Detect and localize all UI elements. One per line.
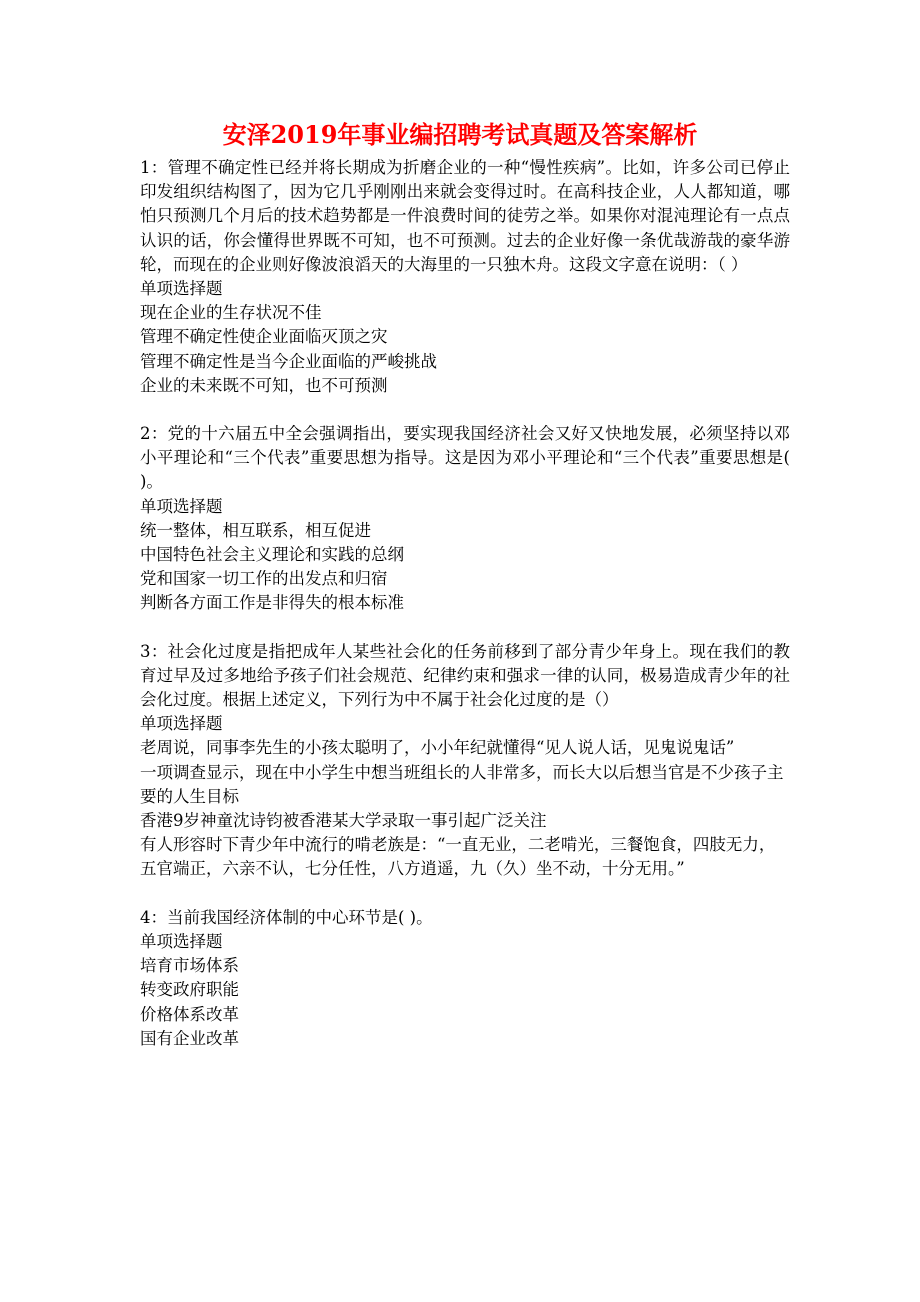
question-3: [140, 640, 790, 882]
question-stem: 1：管理不确定性已经并将长期成为折磨企业的一种“慢性疾病”。比如，许多公司已停止印发组织结构图了，因为它几乎刚刚出来就会变得过时。在高科技企业，人人都知道，哪怕只预测几个月后的技术趋势都是一件浪费时间的徒劳之举。如果你对混沌理论有一点点认识的话，你会懂得世界既不可知，也不可预测。过去的企业好像一条优哉游哉的豪华游轮，而现在的企业则好像波浪滔天的大海里的一只独木舟。这段文字意在说明：（ ）: [140, 158, 790, 274]
question-list: [140, 156, 790, 1075]
question-stem: 3：社会化过度是指把成年人某些社会化的任务前移到了部分青少年身上。现在我们的教育过早及过多地给予孩子们社会规范、纪律约束和强求一律的认同，极易造成青少年的社会化过度。根据上述定义，下列行为中不属于社会化过度的是（）: [140, 641, 790, 710]
answer-option: 企业的未来既不可知，也不可预测: [140, 375, 388, 395]
answer-option: 培育市场体系: [140, 956, 239, 976]
answer-option: 统一整体，相互联系，相互促进: [140, 520, 371, 540]
question-stem: 2：党的十六届五中全会强调指出，要实现我国经济社会又好又快地发展，必须坚持以邓小平理论和“三个代表”重要思想为指导。这是因为邓小平理论和“三个代表”重要思想是( )。: [140, 424, 790, 492]
answer-option: 国有企业改革: [140, 1028, 239, 1048]
answer-option: 管理不确定性是当今企业面临的严峻挑战: [140, 351, 437, 371]
question-type: 单项选择题: [140, 931, 223, 951]
answer-option: 老周说，同事李先生的小孩太聪明了，小小年纪就懂得“见人说人话，见鬼说鬼话”: [140, 738, 735, 758]
answer-option: 中国特色社会主义理论和实践的总纲: [140, 545, 404, 565]
answer-option: 一项调查显示，现在中小学生中想当班组长的人非常多，而长大以后想当官是不少孩子主要的人生目标: [140, 762, 784, 806]
answer-option: 党和国家一切工作的出发点和归宿: [140, 569, 388, 589]
answer-option: 有人形容时下青少年中流行的啃老族是：“一直无业，二老啃光，三餐饱食，四肢无力，五官端正，六亲不认，七分任性，八方逍遥，九（久）坐不动，十分无用。”: [140, 835, 776, 879]
answer-option: 判断各方面工作是非得失的根本标准: [140, 593, 404, 613]
question-stem: 4：当前我国经济体制的中心环节是( )。: [140, 907, 433, 927]
question-type: 单项选择题: [140, 279, 223, 299]
answer-option: 香港9岁神童沈诗钧被香港某大学录取一事引起广泛关注: [140, 811, 547, 831]
question-type: 单项选择题: [140, 714, 223, 734]
answer-option: 价格体系改革: [140, 1004, 239, 1024]
question-4: [140, 906, 790, 1051]
answer-option: 现在企业的生存状况不佳: [140, 303, 322, 323]
answer-option: 转变政府职能: [140, 980, 239, 1000]
document-title: 安泽2019年事业编招聘考试真题及答案解析: [222, 120, 698, 149]
question-2: [140, 422, 790, 616]
answer-option: 管理不确定性使企业面临灭顶之灾: [140, 327, 388, 347]
question-type: 单项选择题: [140, 496, 223, 516]
question-1: [140, 156, 790, 398]
